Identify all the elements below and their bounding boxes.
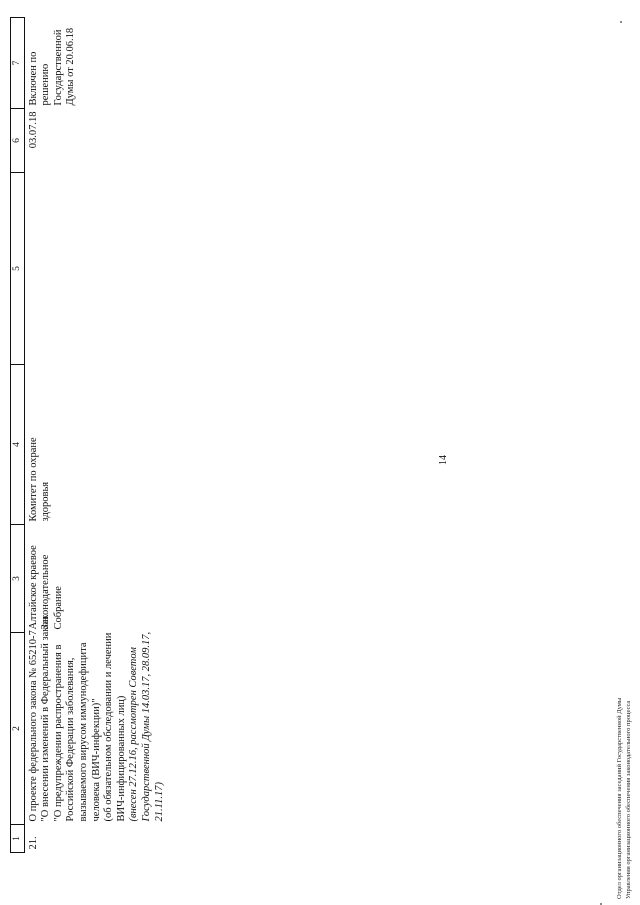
author-line: Собрание	[52, 586, 64, 630]
bill-line: "О предупреждении распространения в	[52, 644, 64, 822]
bill-note-line: Государственной Думы 14.03.17, 28.09.17,	[140, 631, 152, 822]
column-header-2: 2	[11, 633, 25, 825]
status-line: Думы от 20.06.18	[65, 27, 77, 106]
bill-line: вызываемого вирусом иммунодефицита	[77, 642, 89, 822]
status-line: решению	[40, 63, 52, 106]
status-line: Включен по	[27, 51, 39, 106]
bill-line: "О внесении изменений в Федеральный закон	[40, 616, 52, 822]
column-header-4: 4	[11, 365, 25, 525]
column-header-1: 1	[11, 825, 25, 853]
bills-table	[10, 17, 166, 853]
row-number: 21.	[27, 836, 39, 850]
responsible-committee	[24, 365, 166, 525]
committee-line: здоровья	[40, 481, 52, 522]
column-header-6: 6	[11, 109, 25, 173]
bill-note-line: (внесен 27.12.16, рассмотрен Советом	[128, 647, 140, 822]
bill-line: ВИЧ-инфицированных лиц)	[115, 695, 127, 822]
author-line: Алтайское краевое	[27, 545, 39, 630]
column-header-7: 7	[11, 18, 25, 109]
bill-line: Российской Федерации заболевания,	[65, 657, 77, 822]
bill-line: О проекте федерального закона № 65210-7	[27, 630, 39, 822]
author-line: Законодательное	[40, 554, 52, 630]
table-row	[24, 18, 166, 853]
bill-line: (об обязательном обследовании и лечении	[103, 632, 115, 822]
column-header-3: 3	[11, 525, 25, 633]
footer	[615, 698, 633, 899]
bill-author	[24, 525, 166, 633]
bill-line: человека (ВИЧ-инфекции)"	[90, 698, 102, 822]
footer-line-2: Управления организационного обеспечения законодательного процесса	[625, 700, 632, 899]
column-5-cell	[24, 173, 166, 365]
status-cell	[24, 18, 166, 109]
status-line: Государственной	[52, 29, 64, 106]
bill-description	[24, 616, 166, 825]
column-header-row	[11, 18, 25, 853]
page-number: 14	[438, 455, 449, 465]
bill-note-line: 21.11.17)	[153, 782, 165, 822]
column-header-5: 5	[11, 173, 25, 365]
date-cell: 03.07.18	[27, 111, 39, 149]
scan-speck	[620, 21, 622, 23]
footer-line-1: Отдел организационного обеспечения заседаний Государственной Думы	[616, 697, 623, 899]
committee-line: Комитет по охране	[27, 437, 39, 522]
